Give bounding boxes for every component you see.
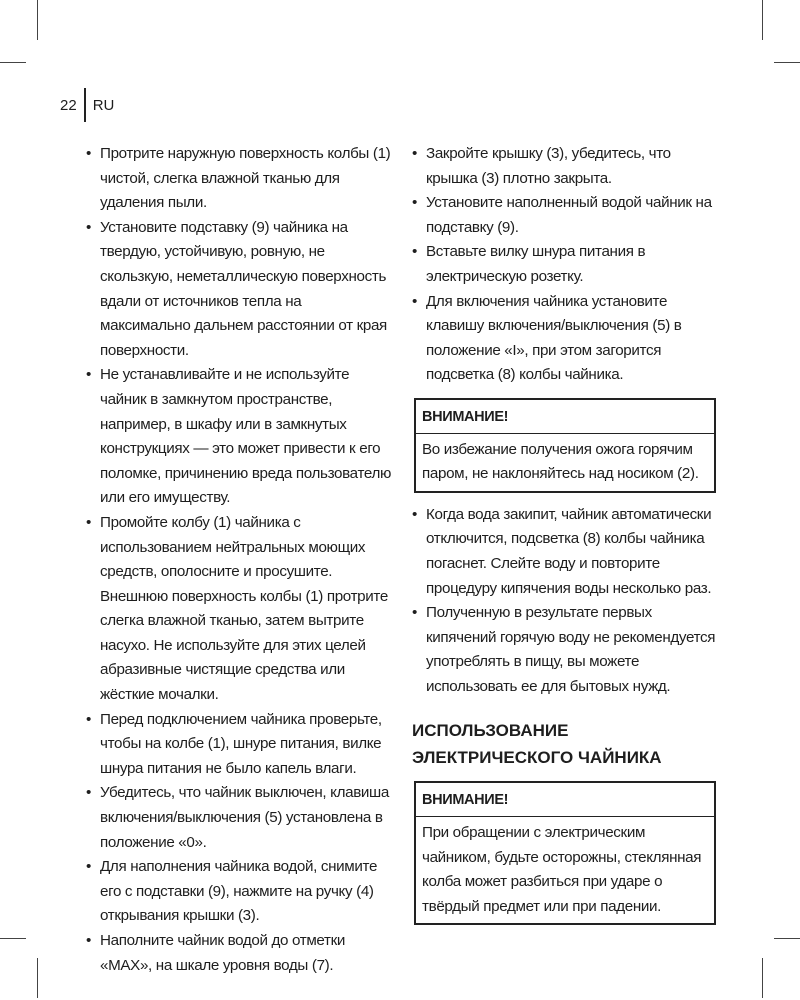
language-code: RU (92, 96, 115, 114)
page-number: 22 (60, 96, 77, 114)
list-item: • Закройте крышку (3), убедитесь, что крышка (3) плотно закрыта. (410, 142, 720, 191)
list-item: • Не устанавливайте и не используйте чайник в замкнутом пространстве, например, в шкафу или в замкнутых конструкциях — это может привести к его поломке, причинению вреда пользователю или его имуществу. (84, 363, 394, 511)
instruction-list (84, 142, 394, 978)
section-heading: ИСПОЛЬЗОВАНИЕ ЭЛЕКТРИЧЕСКОГО ЧАЙНИКА (412, 721, 662, 768)
warning-text: При обращении с электрическим чайником, будьте осторожны, стеклянная колба может разбиться при ударе о твёрдый предмет или при падении. (422, 824, 702, 915)
list-item: • Полученную в результате первых кипячений горячую воду не рекомендуется употреблять в пищу, вы можете использовать ее для бытовых нужд. (410, 601, 720, 699)
warning-box (414, 398, 716, 493)
list-item: • Вставьте вилку шнура питания в электрическую розетку. (410, 240, 720, 289)
list-item: • Когда вода закипит, чайник автоматически отключится, подсветка (8) колбы чайника погаснет. Слейте воду и повторите процедуру кипячения воды несколько раз. (410, 503, 720, 601)
left-column (84, 142, 394, 978)
list-item: • Наполните чайник водой до отметки «MAX», на шкале уровня воды (7). (84, 929, 394, 978)
list-item: • Для включения чайника установите клавишу включения/выключения (5) в положение «I», при этом загорится подсветка (8) колбы чайника. (410, 290, 720, 388)
crop-mark (37, 958, 38, 998)
crop-mark (0, 938, 26, 939)
crop-mark (37, 0, 38, 40)
list-item: • Протрите наружную поверхность колбы (1) чистой, слегка влажной тканью для удаления пыли. (84, 142, 394, 216)
crop-mark (762, 958, 763, 998)
warning-title: ВНИМАНИЕ! (416, 783, 714, 817)
right-column (410, 142, 720, 935)
list-item: • Установите наполненный водой чайник на подставку (9). (410, 191, 720, 240)
list-item: • Убедитесь, что чайник выключен, клавиша включения/выключения (5) установлена в положение «0». (84, 781, 394, 855)
warning-title: ВНИМАНИЕ! (416, 400, 714, 434)
list-item: • Промойте колбу (1) чайника с использованием нейтральных моющих средств, ополосните и просушите. Внешнюю поверхность колбы (1) протрите слегка влажной тканью, затем вытрите насухо. Не используйте для этих целей абразивные чистящие средства или жёсткие мочалки. (84, 511, 394, 708)
crop-mark (762, 0, 763, 40)
crop-mark (774, 938, 800, 939)
warning-box (414, 781, 716, 925)
page-header (60, 88, 114, 122)
list-item: • Установите подставку (9) чайника на твердую, устойчивую, ровную, не скользкую, неметаллическую поверхность вдали от источников тепла на максимально дальнем расстоянии от края поверхности. (84, 216, 394, 364)
crop-mark (0, 62, 26, 63)
instruction-list (410, 503, 720, 700)
list-item: • Для наполнения чайника водой, снимите его с подставки (9), нажмите на ручку (4) открывания крышки (3). (84, 855, 394, 929)
warning-text: Во избежание получения ожога горячим паром, не наклоняйтесь над носиком (2). (422, 440, 699, 483)
instruction-list (410, 142, 720, 388)
crop-mark (774, 62, 800, 63)
list-item: • Перед подключением чайника проверьте, чтобы на колбе (1), шнуре питания, вилке шнура питания не было капель влаги. (84, 708, 394, 782)
